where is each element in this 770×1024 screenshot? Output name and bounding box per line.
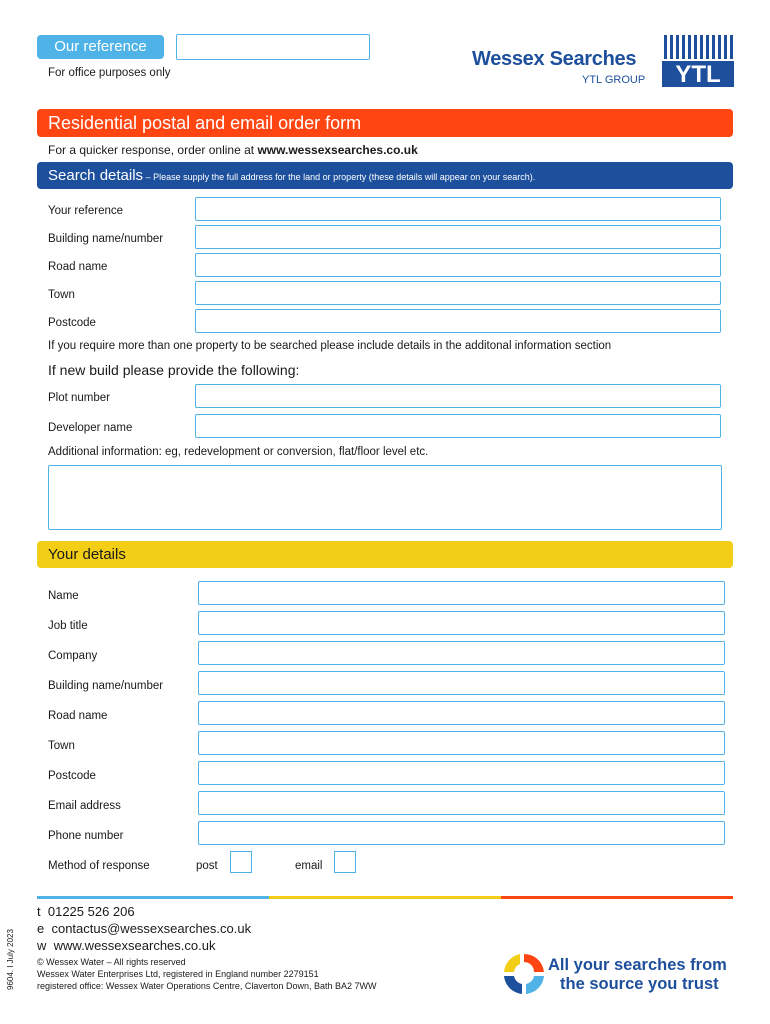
brand-group: YTL GROUP xyxy=(582,74,646,86)
quicker-response-note xyxy=(48,143,418,157)
legal-company: Wessex Water Enterprises Ltd, registered in England number 2279151 xyxy=(37,969,319,979)
property-postcode-input[interactable] xyxy=(195,309,721,333)
contact-email-link[interactable]: contactus@wessexsearches.co.uk xyxy=(51,921,252,936)
label-your-road-name: Road name xyxy=(48,710,108,722)
footer-web xyxy=(37,938,215,953)
divider-blue xyxy=(37,896,269,899)
ytl-mark: YTL xyxy=(675,61,721,87)
your-details-heading: Your details xyxy=(37,541,733,568)
quicker-prefix: For a quicker response, order online at xyxy=(48,143,258,157)
label-job-title: Job title xyxy=(48,620,88,632)
label-phone-number: Phone number xyxy=(48,830,124,842)
office-note: For office purposes only xyxy=(48,67,171,79)
website-link[interactable]: www.wessexsearches.co.uk xyxy=(53,938,216,953)
label-developer-name: Developer name xyxy=(48,422,133,434)
additional-info-textarea[interactable] xyxy=(48,465,722,530)
developer-name-input[interactable] xyxy=(195,414,721,438)
property-road-input[interactable] xyxy=(195,253,721,277)
plot-number-input[interactable] xyxy=(195,384,721,408)
new-build-heading: If new build please provide the following: xyxy=(48,362,300,378)
label-road-name: Road name xyxy=(48,261,108,273)
phone-input[interactable] xyxy=(198,821,725,845)
email-checkbox[interactable] xyxy=(334,851,356,873)
name-input[interactable] xyxy=(198,581,725,605)
our-reference-input[interactable] xyxy=(176,34,370,60)
job-title-input[interactable] xyxy=(198,611,725,635)
tagline-line-1: All your searches from xyxy=(548,956,727,974)
footer-phone xyxy=(37,904,135,919)
our-reference-label: Our reference xyxy=(37,35,164,59)
label-method-of-response: Method of response xyxy=(48,860,150,872)
divider-orange xyxy=(501,896,733,899)
search-details-header xyxy=(37,162,733,189)
ytl-logo-icon xyxy=(662,35,734,87)
postcode-input[interactable] xyxy=(198,761,725,785)
property-town-input[interactable] xyxy=(195,281,721,305)
phone-number: 01225 526 206 xyxy=(47,904,135,919)
web-prefix: w xyxy=(37,938,47,953)
label-your-postcode: Postcode xyxy=(48,770,96,782)
swirl-logo-icon xyxy=(500,950,548,998)
label-building-name-number: Building name/number xyxy=(48,680,164,692)
email-prefix: e xyxy=(37,921,45,936)
label-plot-number: Plot number xyxy=(48,392,111,404)
legal-office: registered office: Wessex Water Operations Centre, Claverton Down, Bath BA2 7WW xyxy=(37,981,377,991)
building-input[interactable] xyxy=(198,671,725,695)
label-postcode: Postcode xyxy=(48,317,96,329)
tagline-line-2: the source you trust xyxy=(560,975,719,993)
company-input[interactable] xyxy=(198,641,725,665)
label-post-option: post xyxy=(196,860,218,872)
phone-prefix: t xyxy=(37,904,41,919)
property-building-input[interactable] xyxy=(195,225,721,249)
label-company: Company xyxy=(48,650,98,662)
divider-yellow xyxy=(269,896,501,899)
label-your-town: Town xyxy=(48,740,75,752)
form-title: Residential postal and email order form xyxy=(37,109,733,137)
brand-name: Wessex Searches xyxy=(472,48,637,70)
road-input[interactable] xyxy=(198,701,725,725)
search-details-subheading: – Please supply the full address for the land or property (these details will appear on your search). xyxy=(143,172,536,182)
label-name: Name xyxy=(48,590,79,602)
label-town: Town xyxy=(48,289,75,301)
multiple-property-note: If you require more than one property to be searched please include details in the additonal information section xyxy=(48,340,612,352)
label-email-option: email xyxy=(295,860,323,872)
town-input[interactable] xyxy=(198,731,725,755)
label-email-address: Email address xyxy=(48,800,121,812)
order-online-link[interactable]: www.wessexsearches.co.uk xyxy=(257,143,418,157)
additional-info-label: Additional information: eg, redevelopment or conversion, flat/floor level etc. xyxy=(48,446,429,458)
document-code: 9604. I July 2023 xyxy=(6,929,15,990)
label-your-reference: Your reference xyxy=(48,205,124,217)
legal-copyright: © Wessex Water – All rights reserved xyxy=(37,957,186,967)
post-checkbox[interactable] xyxy=(230,851,252,873)
label-building-name: Building name/number xyxy=(48,233,164,245)
your-reference-input[interactable] xyxy=(195,197,721,221)
footer-email xyxy=(37,921,251,936)
search-details-heading: Search details xyxy=(48,167,144,184)
email-input[interactable] xyxy=(198,791,725,815)
